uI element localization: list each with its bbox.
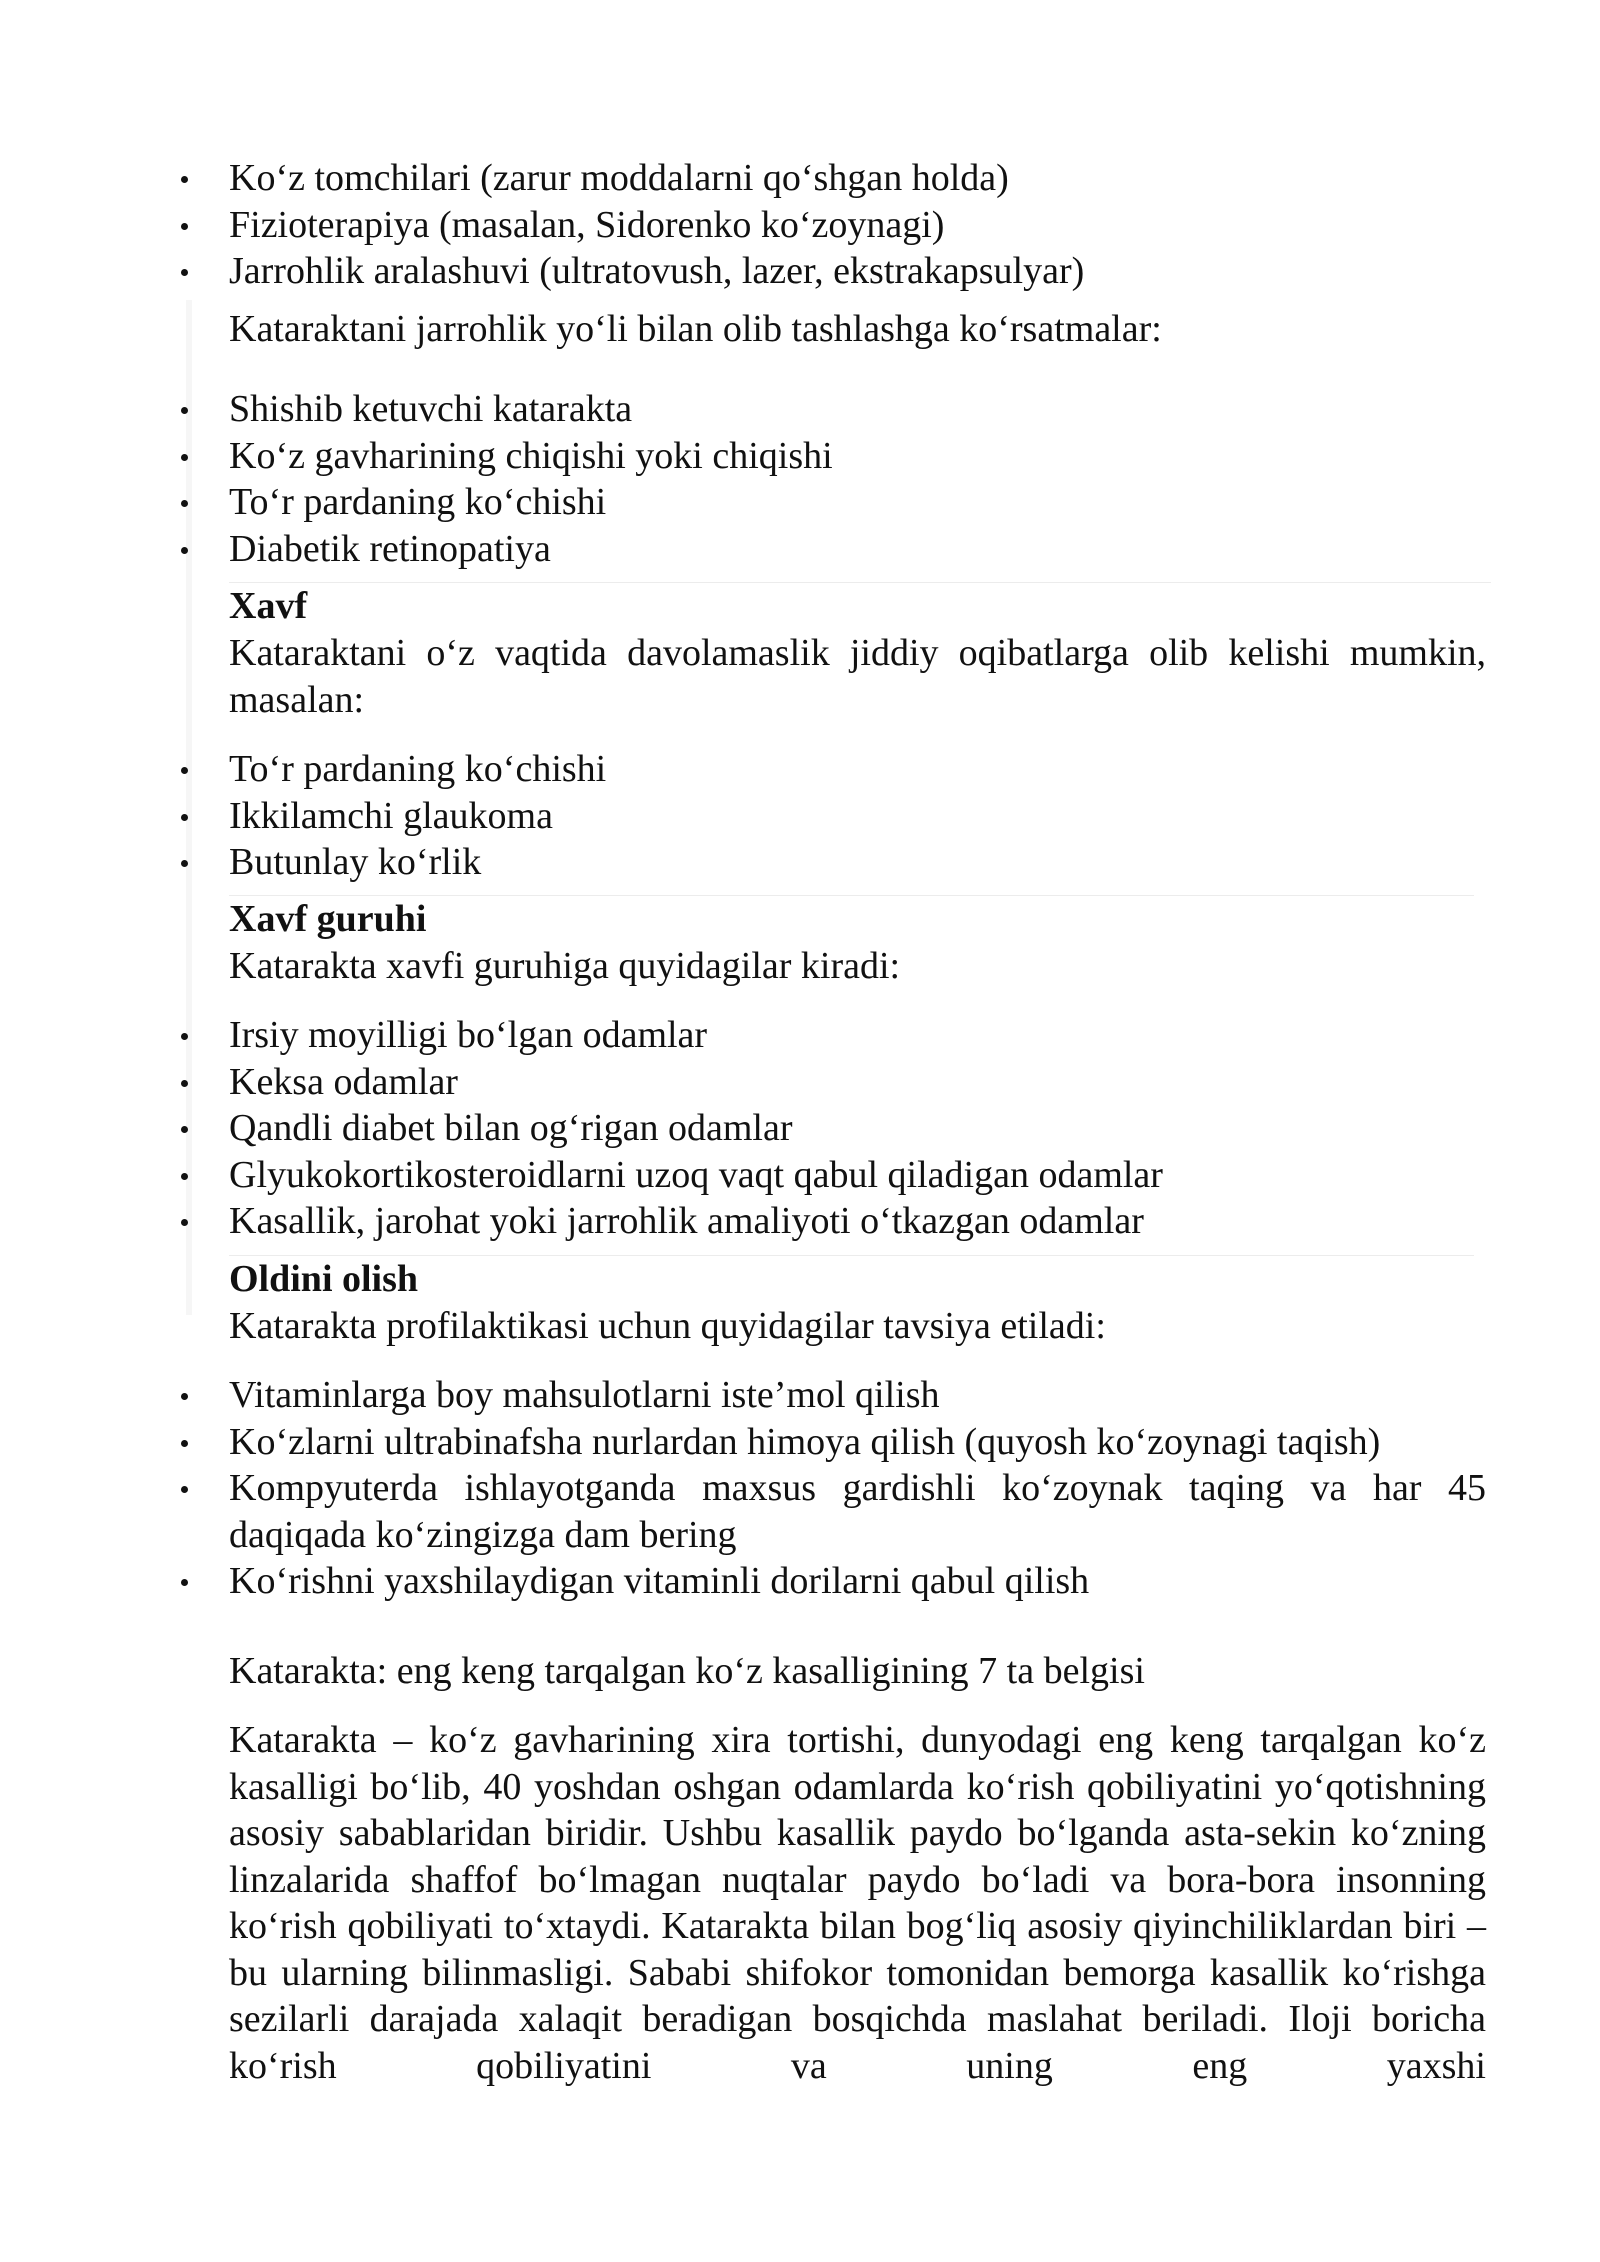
prevention-intro: Katarakta profilaktikasi uchun quyidagilar tavsiya etiladi: xyxy=(229,1305,1106,1347)
risk-intro: Kataraktani o‘z vaqtida davolamaslik jiddiy oqibatlarga olib kelishi mumkin, masalan: xyxy=(229,632,1486,721)
treatment-list xyxy=(229,155,1486,295)
article-body: Katarakta – ko‘z gavharining xira tortishi, dunyodagi eng keng tarqalgan ko‘z kasalligi bo‘lib, 40 yoshdan oshgan odamlarda ko‘rish qobiliyatini yo‘qotishning asosiy sabablaridan biridir. Ushbu kasallik paydo bo‘lganda asta-sekin ko‘zning linzalarida shaffof bo‘lmagan nuqtalar paydo bo‘ladi va bora-bora insonning ko‘rish qobiliyati to‘xtaydi. Katarakta bilan bog‘liq asosiy qiyinchiliklardan biri – bu ularning bilinmasligi. Sababi shifokor tomonidan bemorga kasallik ko‘rishga sezilarli darajada xalaqit beradigan bosqichda maslahat beriladi. Iloji boricha ko‘rish qobiliyatini va uning eng yaxshi xyxy=(229,1719,1486,2087)
list-item: Jarrohlik aralashuvi (ultratovush, lazer, ekstrakapsulyar) xyxy=(229,248,1486,295)
risk-list xyxy=(229,746,1486,886)
margin-shade xyxy=(186,300,192,585)
list-item: Qandli diabet bilan og‘rigan odamlar xyxy=(229,1105,1486,1152)
prevention-heading: Oldini olish xyxy=(229,1258,419,1300)
list-item: Butunlay ko‘rlik xyxy=(229,839,1486,886)
risk-group-list xyxy=(229,1012,1486,1245)
list-item: To‘r pardaning ko‘chishi xyxy=(229,479,1486,526)
prevention-list xyxy=(229,1372,1486,1605)
list-item: To‘r pardaning ko‘chishi xyxy=(229,746,1486,793)
list-item: Irsiy moyilligi bo‘lgan odamlar xyxy=(229,1012,1486,1059)
list-item: Ko‘rishni yaxshilaydigan vitaminli dorilarni qabul qilish xyxy=(229,1558,1486,1605)
article-title: Katarakta: eng keng tarqalgan ko‘z kasalligining 7 ta belgisi xyxy=(229,1650,1145,1692)
risk-group-heading: Xavf guruhi xyxy=(229,898,427,940)
list-item: Ikkilamchi glaukoma xyxy=(229,793,1486,840)
list-item: Keksa odamlar xyxy=(229,1059,1486,1106)
margin-shade xyxy=(186,895,192,1315)
list-item: Fizioterapiya (masalan, Sidorenko ko‘zoynagi) xyxy=(229,202,1486,249)
list-item: Ko‘zlarni ultrabinafsha nurlardan himoya qilish (quyosh ko‘zoynagi taqish) xyxy=(229,1419,1486,1466)
list-item: Ko‘z gavharining chiqishi yoki chiqishi xyxy=(229,433,1486,480)
list-item: Diabetik retinopatiya xyxy=(229,526,1486,573)
list-item: Glyukokortikosteroidlarni uzoq vaqt qabul qiladigan odamlar xyxy=(229,1152,1486,1199)
list-item: Kasallik, jarohat yoki jarrohlik amaliyoti o‘tkazgan odamlar xyxy=(229,1198,1486,1245)
list-item: Vitaminlarga boy mahsulotlarni iste’mol qilish xyxy=(229,1372,1486,1419)
list-item: Kompyuterda ishlayotganda maxsus gardishli ko‘zoynak taqing va har 45 daqiqada ko‘zingizga dam bering xyxy=(229,1465,1486,1558)
list-item: Ko‘z tomchilari (zarur moddalarni qo‘shgan holda) xyxy=(229,155,1486,202)
list-item: Shishib ketuvchi katarakta xyxy=(229,386,1486,433)
indications-intro: Kataraktani jarrohlik yo‘li bilan olib tashlashga ko‘rsatmalar: xyxy=(229,308,1162,350)
risk-heading: Xavf xyxy=(229,585,308,627)
indications-list xyxy=(229,386,1486,572)
risk-group-intro: Katarakta xavfi guruhiga quyidagilar kiradi: xyxy=(229,945,901,987)
